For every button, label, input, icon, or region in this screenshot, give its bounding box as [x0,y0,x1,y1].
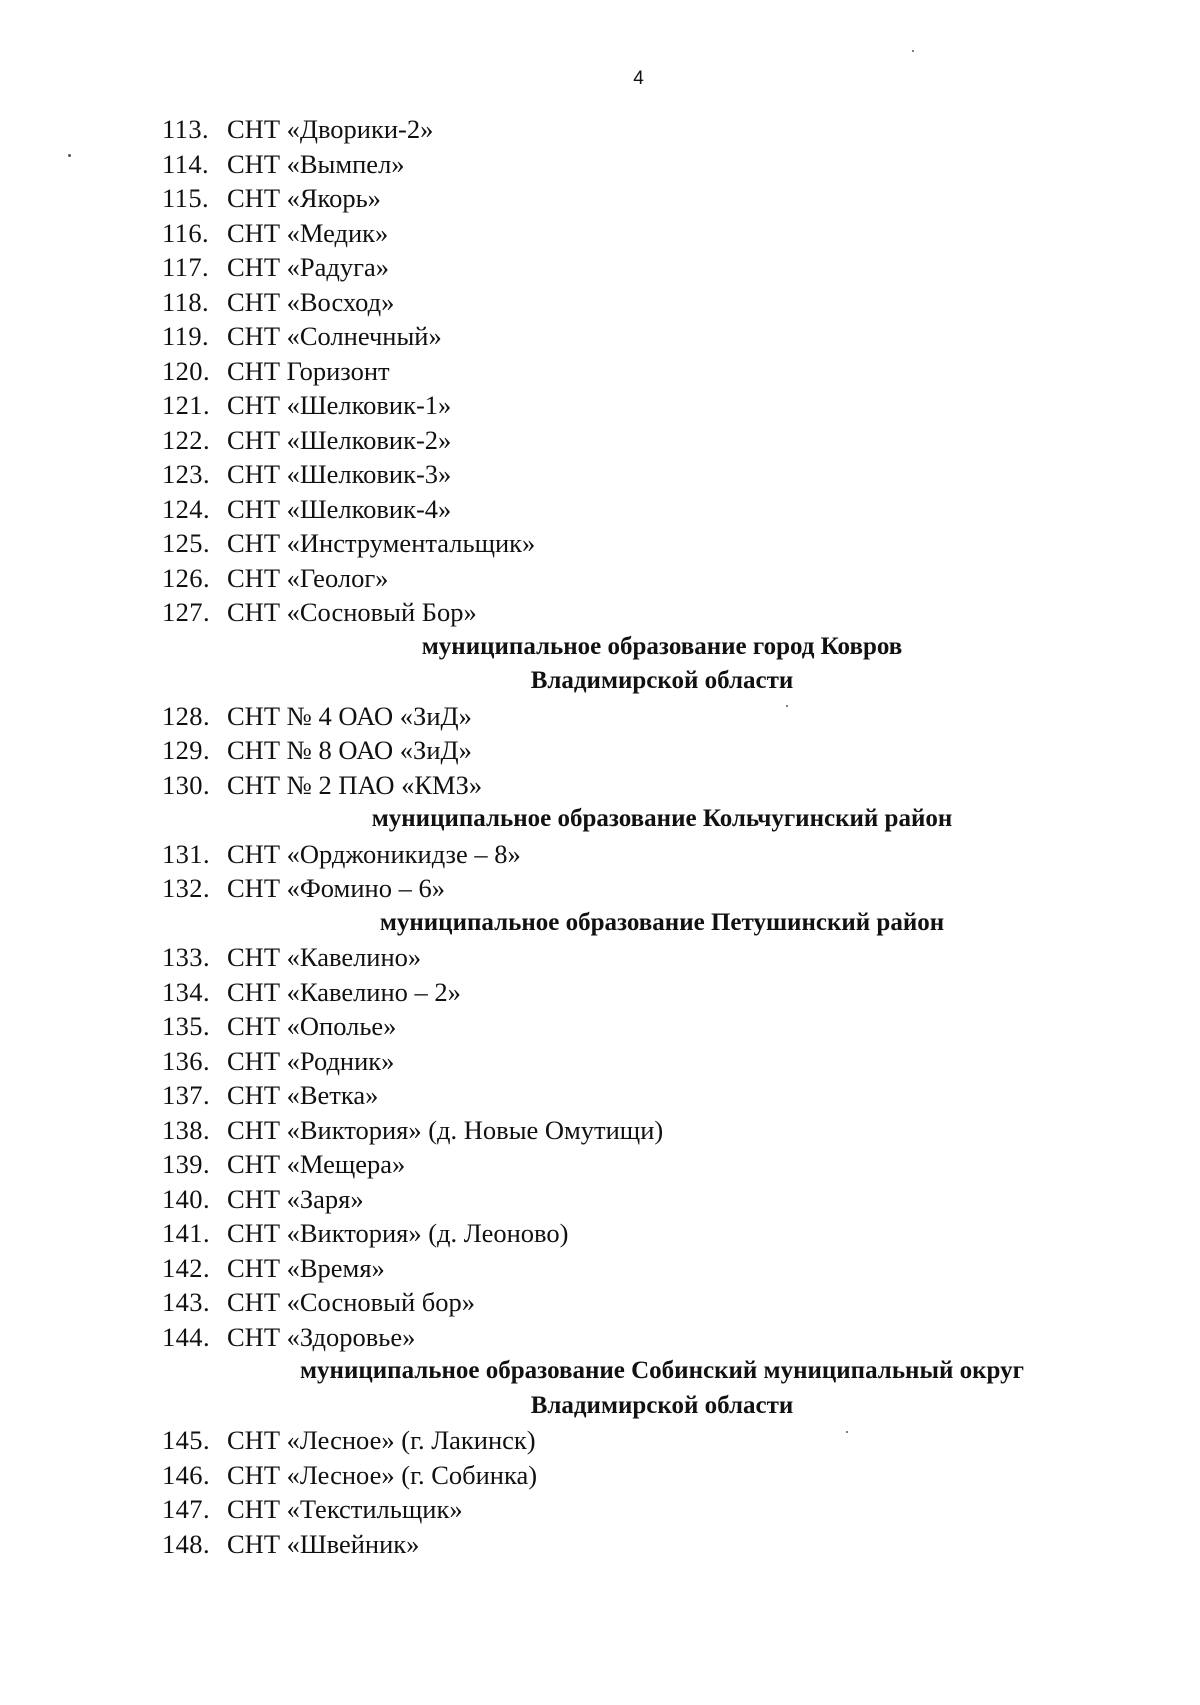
item-text: СНТ № 4 ОАО «ЗиД» [227,700,472,731]
item-number: 117. [162,252,209,282]
item-text: СНТ «Заря» [227,1183,364,1214]
list-item [0,733,1200,768]
list-item [0,492,1200,527]
scan-speck [786,705,788,707]
list-item [0,837,1200,872]
item-number: 147. [162,1494,210,1524]
item-number: 142. [162,1252,210,1283]
item-number: 119. [162,321,209,351]
list-item [0,1527,1200,1562]
section-heading: Владимирской области [530,667,794,694]
item-number: 129. [162,735,210,765]
item-number: 113. [162,114,209,144]
item-number: 140. [162,1183,210,1214]
list-item [0,768,1200,803]
item-number: 120. [162,355,210,386]
item-number: 146. [162,1459,210,1490]
item-text: СНТ «Сосновый Бор» [227,597,477,627]
item-text: СНТ «Здоровье» [227,1321,416,1352]
item-number: 123. [162,459,210,489]
item-number: 127. [162,597,210,627]
item-text: СНТ «Вымпел» [227,148,405,179]
list-item [0,1044,1200,1079]
list-item [0,1285,1200,1320]
item-number: 136. [162,1045,210,1076]
list-item [0,1078,1200,1113]
item-text: СНТ «Ополье» [227,1011,397,1041]
item-text: СНТ «Кавелино – 2» [227,976,461,1007]
list-item [0,319,1200,354]
item-number: 116. [162,217,209,248]
item-number: 115. [162,183,209,213]
item-text: СНТ «Ветка» [227,1080,379,1110]
item-number: 138. [162,1114,210,1145]
list-item [0,1423,1200,1458]
item-text: СНТ «Лесное» (г. Собинка) [227,1459,538,1490]
section-heading: муниципальное образование Собинский муниципальный округ [300,1357,1024,1384]
item-number: 135. [162,1011,210,1041]
item-number: 118. [162,286,209,317]
list-item [0,216,1200,251]
page-number: 4 [633,68,644,89]
list-item [0,457,1200,492]
item-text: СНТ Горизонт [227,355,390,386]
section-heading: муниципальное образование Петушинский район [379,908,945,936]
list-item [0,561,1200,596]
item-number: 128. [162,700,210,731]
item-text: СНТ «Мещера» [227,1149,406,1179]
item-number: 132. [162,873,210,903]
item-text: СНТ «Шелковик-2» [227,424,452,455]
item-text: СНТ «Якорь» [227,183,381,213]
item-number: 139. [162,1149,210,1179]
item-number: 121. [162,390,210,420]
item-text: СНТ «Родник» [227,1045,395,1076]
item-text: СНТ «Текстильщик» [227,1494,463,1524]
list-item [0,388,1200,423]
list-item [0,1009,1200,1044]
item-number: 145. [162,1425,210,1455]
item-number: 126. [162,562,210,593]
item-text: СНТ «Сосновый бор» [227,1287,476,1317]
item-text: СНТ № 2 ПАО «КМЗ» [227,769,483,800]
list-item [0,595,1200,630]
item-text: СНТ «Восход» [227,286,395,317]
list-item [0,112,1200,147]
item-number: 143. [162,1287,210,1317]
item-text: СНТ «Солнечный» [227,321,442,351]
list-item [0,250,1200,285]
item-text: СНТ «Швейник» [227,1528,420,1559]
item-text: СНТ «Фомино – 6» [227,873,445,903]
item-text: СНТ «Кавелино» [227,942,422,972]
item-number: 114. [162,148,209,179]
list-item [0,354,1200,389]
item-text: СНТ «Виктория» (д. Леоново) [227,1218,569,1248]
item-number: 125. [162,528,210,558]
item-number: 122. [162,424,210,455]
list-item [0,1182,1200,1217]
item-text: СНТ «Шелковик-1» [227,390,452,420]
list-item [0,1216,1200,1251]
item-number: 130. [162,769,210,800]
list-item [0,285,1200,320]
item-number: 148. [162,1528,210,1559]
scan-speck [912,50,914,52]
list-item [0,526,1200,561]
list-item [0,940,1200,975]
list-item [0,1147,1200,1182]
list-item [0,1251,1200,1286]
item-text: СНТ «Дворики-2» [227,114,434,144]
scan-speck [68,154,71,157]
list-item [0,423,1200,458]
item-number: 141. [162,1218,210,1248]
section-heading: Владимирской области [530,1391,794,1419]
item-number: 144. [162,1321,210,1352]
item-text: СНТ № 8 ОАО «ЗиД» [227,735,472,765]
item-number: 133. [162,942,210,972]
list-item [0,699,1200,734]
list-item [0,1492,1200,1527]
section-heading: муниципальное образование город Ковров [421,632,903,660]
item-text: СНТ «Инструментальщик» [227,528,536,558]
document-body [0,112,1200,1561]
item-text: СНТ «Радуга» [227,252,389,282]
list-item [0,1458,1200,1493]
item-text: СНТ «Время» [227,1252,385,1283]
item-number: 137. [162,1080,210,1110]
item-text: СНТ «Медик» [227,217,389,248]
item-text: СНТ «Виктория» (д. Новые Омутищи) [227,1114,664,1145]
list-item [0,1113,1200,1148]
list-item [0,181,1200,216]
list-item [0,147,1200,182]
scan-speck [846,1431,848,1433]
item-text: СНТ «Шелковик-4» [227,493,452,524]
item-text: СНТ «Орджоникидзе – 8» [227,838,521,869]
item-text: СНТ «Геолог» [227,562,389,593]
item-number: 131. [162,838,210,869]
item-text: СНТ «Лесное» (г. Лакинск) [227,1425,536,1455]
item-number: 134. [162,976,210,1007]
list-item [0,1320,1200,1355]
item-number: 124. [162,493,210,524]
list-item [0,871,1200,906]
section-heading: муниципальное образование Кольчугинский район [371,805,953,832]
list-item [0,975,1200,1010]
item-text: СНТ «Шелковик-3» [227,459,452,489]
